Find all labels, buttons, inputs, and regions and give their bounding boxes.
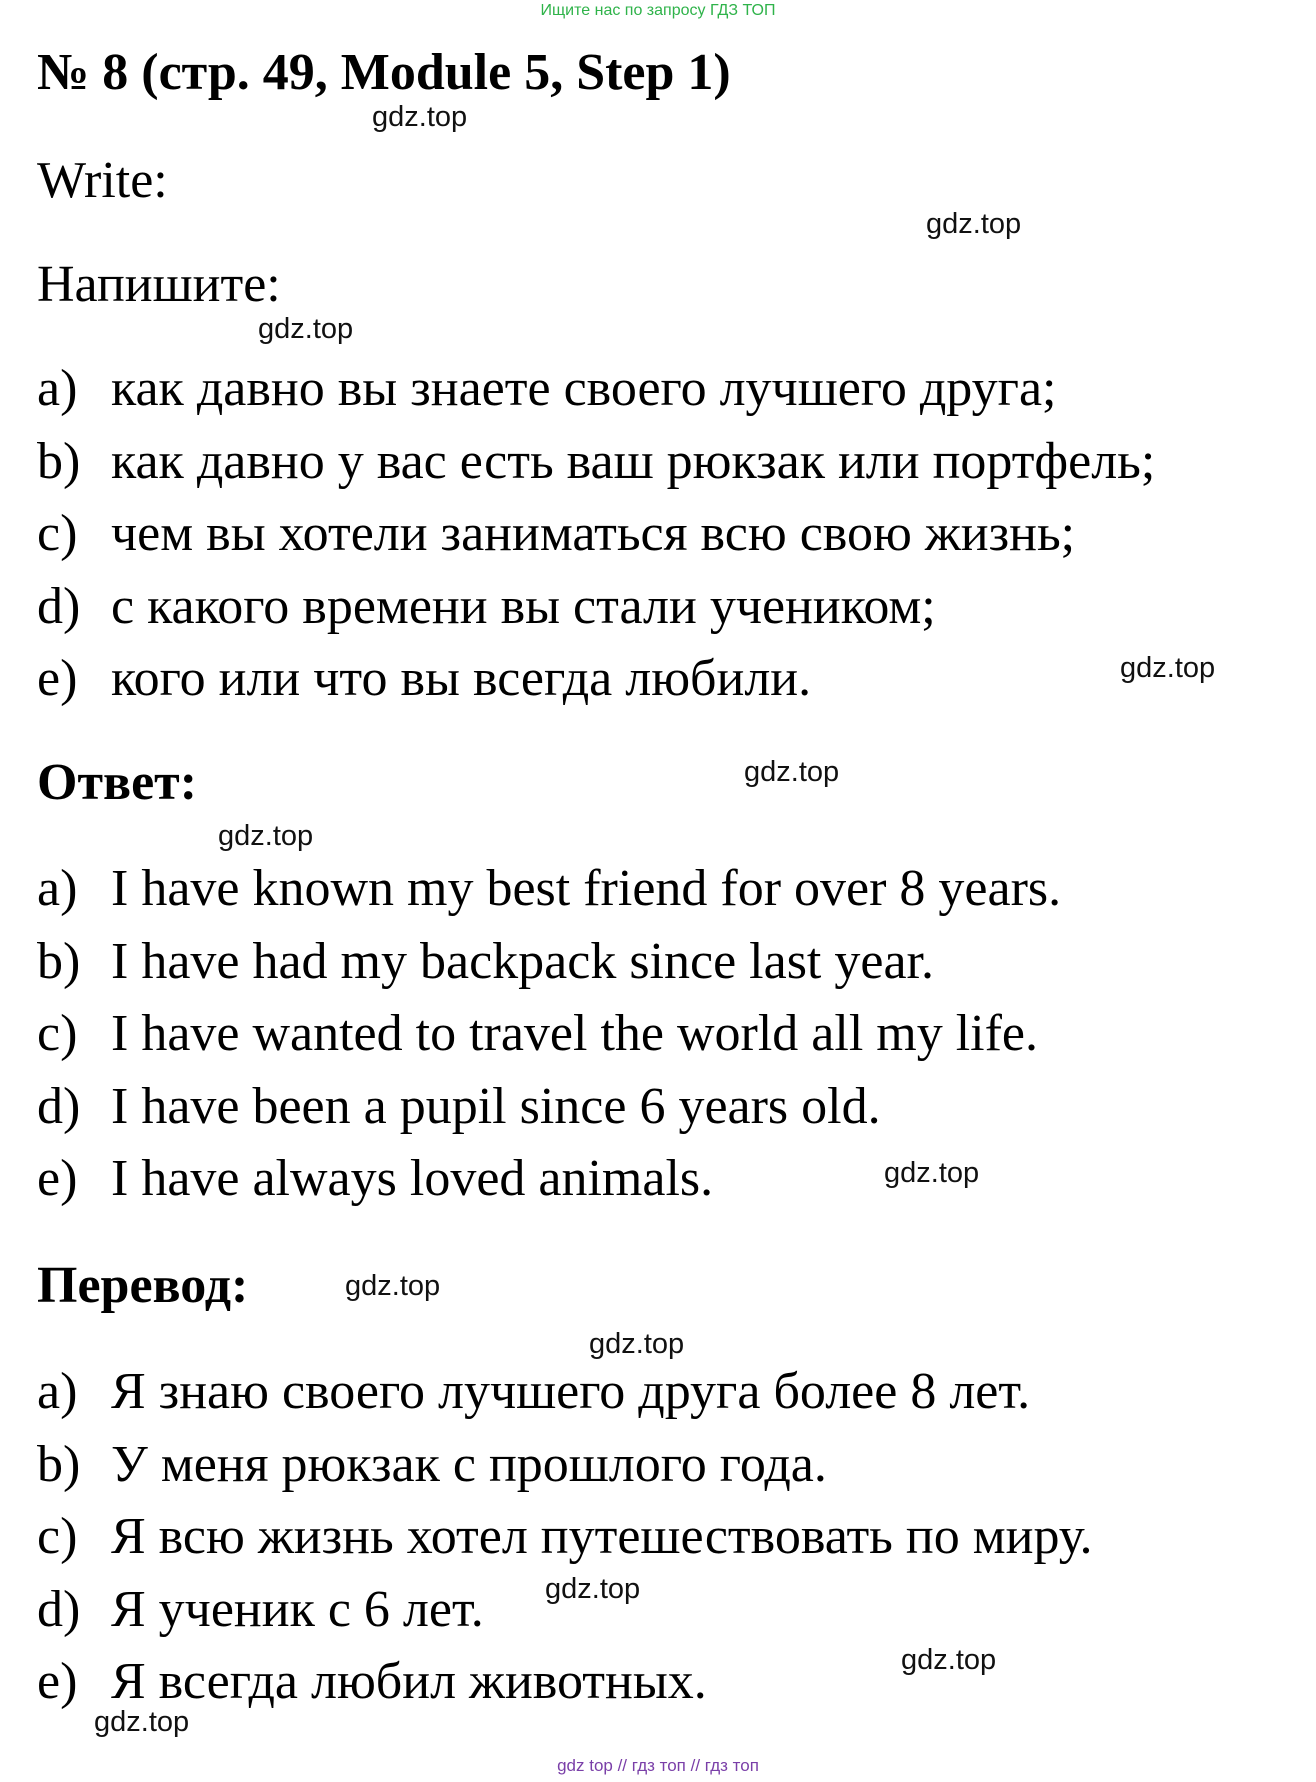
watermark: gdz.top [545,1573,641,1605]
item-marker: d) [37,577,81,635]
task-list [37,353,1155,716]
list-item [37,1429,1093,1502]
item-marker: c) [37,1005,78,1062]
list-item [37,498,1155,571]
watermark: gdz.top [589,1328,685,1360]
list-item [37,998,1061,1071]
watermark: gdz.top [1120,652,1216,684]
item-marker: e) [37,1653,78,1710]
item-text: I have always loved animals. [111,1150,714,1207]
watermark: gdz.top [884,1157,980,1189]
watermark: gdz.top [94,1706,190,1738]
item-marker: c) [37,1508,78,1565]
write-label: Write: [37,152,168,209]
list-item [37,1071,1061,1144]
item-text: чем вы хотели заниматься всю свою жизнь; [111,505,1076,562]
watermark: gdz.top [345,1270,441,1302]
item-text: Я всю жизнь хотел путешествовать по миру. [111,1508,1093,1565]
list-item [37,426,1155,499]
item-marker: e) [37,1150,78,1207]
item-marker: a) [37,360,78,417]
item-marker: d) [37,1077,81,1135]
page-title: № 8 (стр. 49, Module 5, Step 1) [37,44,731,101]
item-marker: c) [37,505,78,562]
item-text: I have wanted to travel the world all my life. [111,1005,1039,1062]
top-search-banner[interactable]: Ищите нас по запросу ГДЗ ТОП [540,2,776,19]
answer-heading: Ответ: [37,754,198,811]
item-marker: b) [37,1435,81,1493]
item-text: I have been a pupil since 6 years old. [111,1077,881,1135]
item-text: Я всегда любил животных. [111,1653,707,1710]
list-item [37,926,1061,999]
list-item [37,643,1155,716]
item-text: I have had my backpack since last year. [111,932,934,990]
watermark: gdz.top [901,1644,997,1676]
item-marker: a) [37,860,78,917]
item-marker: e) [37,650,78,707]
translation-heading: Перевод: [37,1257,249,1314]
watermark: gdz.top [372,101,468,133]
item-marker: a) [37,1363,78,1420]
item-text: с какого времени вы стали учеником; [111,577,936,635]
footer-links[interactable]: gdz top // гдз топ // гдз топ [557,1756,759,1775]
list-item [37,1501,1093,1574]
item-text: как давно вы знаете своего лучшего друга; [111,360,1057,417]
list-item [37,353,1155,426]
item-text: У меня рюкзак с прошлого года. [111,1435,827,1493]
list-item [37,571,1155,644]
list-item [37,853,1061,926]
watermark: gdz.top [258,313,354,345]
watermark: gdz.top [744,756,840,788]
watermark: gdz.top [926,208,1022,240]
item-marker: b) [37,432,81,490]
write-label-ru: Напишите: [37,256,281,313]
item-text: Я знаю своего лучшего друга более 8 лет. [111,1363,1031,1420]
item-text: кого или что вы всегда любили. [111,650,812,707]
list-item [37,1356,1093,1429]
item-text: Я ученик с 6 лет. [111,1580,484,1638]
watermark: gdz.top [218,820,314,852]
item-text: как давно у вас есть ваш рюкзак или портфель; [111,432,1156,490]
item-text: I have known my best friend for over 8 years. [111,860,1062,917]
item-marker: b) [37,932,81,990]
item-marker: d) [37,1580,81,1638]
